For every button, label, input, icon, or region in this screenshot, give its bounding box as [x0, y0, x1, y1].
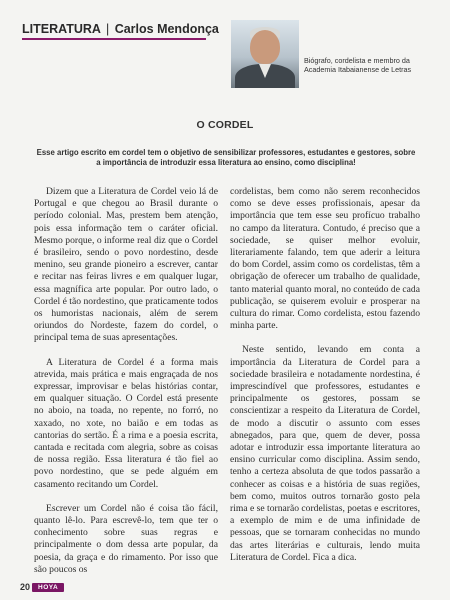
paragraph: Neste sentido, levando em conta a importância da Literatura de Cordel para a sociedade brasileira e notadamente nordestina, é imprescindível que professores, estudantes e principalmente os gestores, possam se conscientizar a respeito da Literatura de Cordel, de modo a discutir o assunto com esses abnegados, para que, quem de dever, possa adotar e introduzir essa importante literatura ao ensino curricular como disciplina. Assim sendo, tenho a certeza absoluta de que todos passarão a conhecer as coisas e a história de suas regiões, bem como, muitos outros tornarão gosto pela rima e se tornarão cordelistas, poetas e escritores, a exemplo de mim e de uma infinidade de pessoas, que se tornaram conhecidas no mundo das artes literárias e culturais, lendo muita Literatura de Cordel. Fica a dica.	[230, 344, 420, 563]
section-label: LITERATURA	[22, 22, 101, 36]
header-separator: |	[105, 22, 110, 36]
article-title: O CORDEL	[196, 119, 254, 131]
paragraph: Dizem que a Literatura de Cordel veio lá de Portugal e que chegou ao Brasil durante o período colonial. Mas, prestem bem atenção, pois essa informação tem o caráter oficial. Mesmo porque, o informe real diz que o Cordel é brasileiro, sendo o povo nordestino, desde menino, seu grande pioneiro a escrever, cantar e recitar nas feiras livres e em qualquer lugar, essa magnífica arte popular. Por outro lado, o Cordel é tão nordestino, que praticamente todos os humoristas nacionais, além de serem oriundos do Nordeste, fazem do cordel, o principal tema de suas apresentações.	[34, 186, 218, 344]
magazine-brand: HOYA	[32, 583, 64, 592]
header-text	[22, 22, 219, 36]
article-lead: Esse artigo escrito em cordel tem o objetivo de sensibilizar professores, estudantes e gestores, sobre a importância de introduzir essa literatura ao ensino, como disciplina!	[36, 148, 416, 167]
paragraph: Escrever um Cordel não é coisa tão fácil, quanto lê-lo. Para escrevê-lo, tem que ter o conhecimento sobre suas regras e principalmente o dom dessa arte popular, da poesia, da graça e do rimamento. Por isso que são poucos os	[34, 502, 218, 575]
author-bio: Biógrafo, cordelista e membro da Academia Itabaianense de Letras	[304, 56, 412, 75]
section-header	[22, 22, 219, 40]
author-photo	[231, 20, 299, 88]
page-number: 20	[20, 582, 31, 592]
paragraph: cordelistas, bem como não serem reconhecidos como se deve esses profissionais, apesar da importância que tem esse seu profícuo trabalho no campo da literatura. Contudo, é preciso que a sociedade, se quiser melhor evoluir, literariamente falando, tem que aderir a leitura do bom Cordel, assim como os cordelistas, têm a obrigação de oferecer um trabalho de qualidade, tanto material quanto moral, no conteúdo de cada publicação, se quiserem evoluir e prosperar na cultura do rimar. Como cordelista, estou fazendo minha parte.	[230, 186, 420, 332]
page-footer	[20, 580, 64, 594]
left-column	[34, 186, 218, 588]
paragraph: A Literatura de Cordel é a forma mais atrevida, mais prática e mais engraçada de nos expressar, improvisar e belas histórias contar, em qualquer situação. O Cordel está presente no aboio, na toada, no repente, no forró, no xaxado, no xote, no baião e em todas as cantorias do sertão. É a rima e a poesia escrita, cantada e recitada com alegria, sobre as coisas de nossa região. Essa literatura é tão fiel ao povo nordestino, que se pede alguém em casamento recitando um Cordel.	[34, 356, 218, 490]
author-name: Carlos Mendonça	[114, 22, 219, 36]
right-column	[230, 186, 420, 576]
